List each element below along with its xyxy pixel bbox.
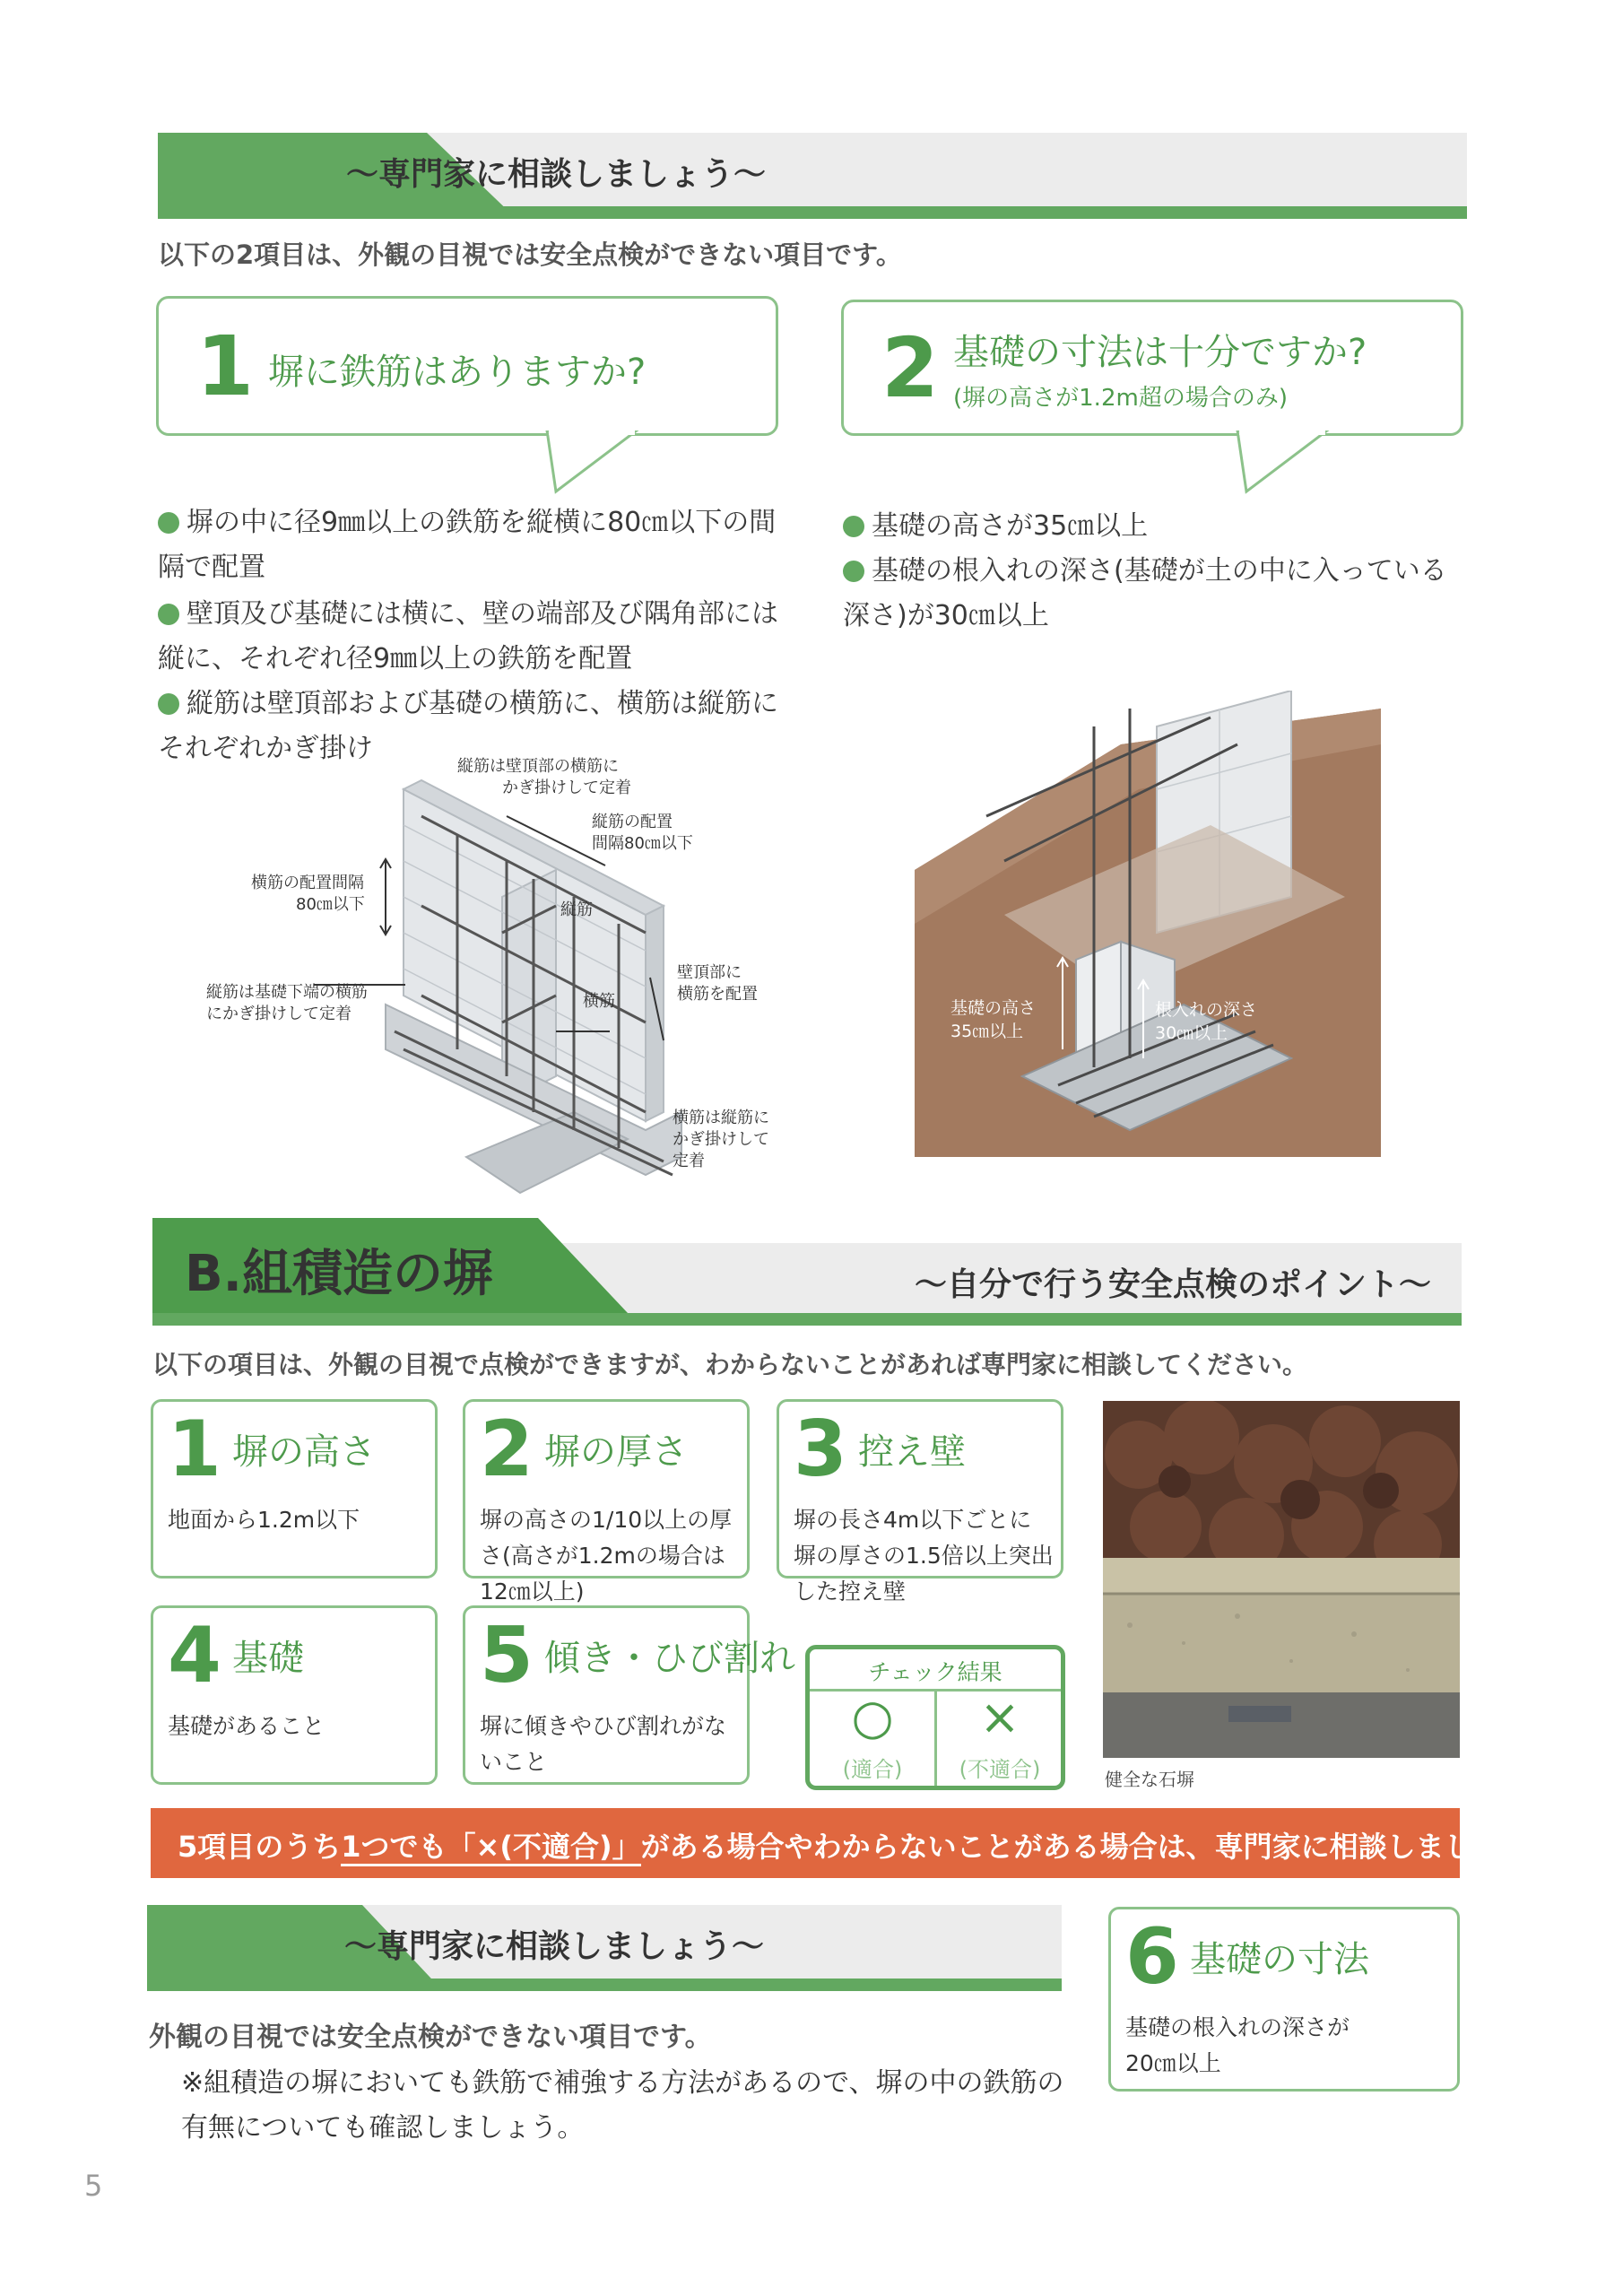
card-title: 塀の高さ [232,1431,376,1473]
label-top-2: かぎ掛けして定着 [502,778,631,797]
label-wall-top-2: 横筋を配置 [677,985,758,1004]
check-card-4 [151,1605,438,1785]
card-title: 塀の厚さ [544,1431,688,1473]
card-title: 基礎の寸法 [1190,1939,1369,1980]
label-top-1: 縦筋は壁頂部の横筋に [457,757,619,776]
section-b-strip [152,1313,1462,1326]
label-embed-depth-2: 30㎝以上 [1155,1023,1228,1043]
card-title: 基礎 [232,1638,304,1679]
bullet-dot [158,512,179,534]
warning-text-a: 5項目のうち [178,1830,342,1864]
question-subtitle-2: (塀の高さが1.2m超の場合のみ) [953,385,1288,412]
warning-text-emphasis: 1つでも「×(不適合)」 [341,1830,640,1866]
rebar-bullet-3: 縦筋は壁頂部および基礎の横筋に、横筋は縦筋にそれぞれかぎ掛け [158,688,778,764]
card-desc: 基礎があること [168,1713,325,1739]
page-number: 5 [84,2169,103,2203]
check-result-title: チェック結果 [868,1659,1002,1685]
check-card-3 [777,1399,1063,1605]
warning-text-c: がある場合やわからないことがある場合は、専門家に相談しましょう! [640,1830,1544,1864]
check-ok-label: (適合) [842,1757,903,1782]
check-ng-symbol: × [979,1689,1020,1745]
banner-title: 〜専門家に相談しましょう〜 [344,1928,765,1965]
rebar-bullet-1: 塀の中に径9㎜以上の鉄筋を縦横に80㎝以下の間隔で配置 [158,507,777,583]
warning-bar [151,1808,1544,1878]
banner-strip [147,1979,1062,1991]
card-desc: 基礎の根入れの深さが20㎝以上 [1125,2014,1350,2076]
label-spacing-v-1: 縦筋の配置 [592,813,673,831]
section3-note: ※組積造の塀においても鉄筋で補強する方法があるので、塀の中の鉄筋の有無についても確認しましょう。 [181,2067,1064,2144]
bullet-dot [843,516,864,537]
banner-title: 〜専門家に相談しましょう〜 [346,156,767,193]
question-box-1 [156,296,778,436]
rebar-bullet-2: 壁頂及び基礎には横に、壁の端部及び隅角部には縦に、それぞれ径9㎜以上の鉄筋を配置 [158,598,778,674]
card-number: 3 [794,1405,847,1494]
card-desc: 塀に傾きやひび割れがないこと [480,1713,727,1775]
label-hook-3: 定着 [673,1152,705,1170]
photo-caption: 健全な石塀 [1105,1769,1194,1790]
label-embed-depth-1: 根入れの深さ [1155,1000,1258,1020]
label-base-1: 縦筋は基礎下端の横筋 [206,983,368,1002]
card-number: 4 [168,1611,221,1700]
label-yoko: 横筋 [583,992,615,1011]
question-box-2 [841,300,1463,436]
consult-expert-banner-top [158,133,1467,219]
question-title-1: 塀に鉄筋はありますか? [268,352,647,393]
label-spacing-h-2: 80㎝以下 [296,895,365,914]
speech-tail-2 [1228,430,1336,495]
question-number-1: 1 [196,318,255,414]
label-hook-1: 横筋は縦筋に [673,1109,769,1127]
check-ok-symbol: ○ [851,1689,894,1745]
label-base-2: にかぎ掛けして定着 [206,1004,352,1023]
question-number-2: 2 [881,320,940,416]
card-desc: 塀の高さの1/10以上の厚さ(高さが1.2mの場合は12㎝以上) [480,1507,733,1605]
banner-strip [158,206,1467,219]
check-card-2 [463,1399,750,1605]
bullet-dot [158,693,179,715]
label-wall-top-1: 壁頂部に [677,963,742,982]
bullet-dot [158,604,179,625]
section-b-subtitle: 〜自分で行う安全点検のポイント〜 [915,1266,1432,1303]
check-result-box [805,1645,1065,1790]
question-title-2: 基礎の寸法は十分ですか? [953,332,1367,373]
foundation-bullet-2: 基礎の根入れの深さ(基礎が土の中に入っている深さ)が30㎝以上 [843,555,1447,631]
card-title: 傾き・ひび割れ [544,1638,795,1679]
consult-expert-banner-bottom [147,1905,1062,1991]
card-number: 6 [1125,1912,1179,2002]
rebar-wall-diagram [197,753,825,1211]
card-number: 2 [480,1405,534,1494]
section-b-banner [152,1218,1462,1326]
section1-lead: 以下の2項目は、外観の目視では安全点検ができない項目です。 [158,239,902,270]
warning-text [178,1824,1543,1866]
card-desc: 塀の長さ4m以下ごとに塀の厚さの1.5倍以上突出した控え壁 [794,1507,1054,1605]
label-foundation-height-1: 基礎の高さ [950,998,1037,1018]
section-b-lead: 以下の項目は、外観の目視で点検ができますが、わからないことがあれば専門家に相談してください。 [152,1350,1308,1379]
check-card-1 [151,1399,438,1578]
card-desc: 地面から1.2m以下 [168,1507,360,1533]
check-ng-label: (不適合) [959,1757,1041,1782]
section3-lead: 外観の目視では安全点検ができない項目です。 [149,2022,712,2053]
bullet-dot [843,561,864,582]
label-spacing-h-1: 横筋の配置間隔 [251,874,364,892]
card-title: 控え壁 [858,1431,966,1473]
speech-tail-1 [538,430,646,495]
label-tate: 縦筋 [560,900,593,919]
label-spacing-v-2: 間隔80㎝以下 [592,834,693,853]
check-card-5 [463,1605,795,1785]
section-b-title: B.組積造の塀 [185,1245,493,1303]
label-hook-2: かぎ掛けして [673,1130,769,1149]
check-card-6 [1108,1907,1460,2092]
stone-wall-photo [1103,1401,1460,1758]
foundation-diagram [915,691,1381,1157]
label-foundation-height-2: 35㎝以上 [950,1022,1024,1041]
foundation-bullet-1: 基礎の高さが35㎝以上 [843,504,1471,549]
card-number: 1 [168,1405,221,1494]
card-number: 5 [480,1611,534,1700]
